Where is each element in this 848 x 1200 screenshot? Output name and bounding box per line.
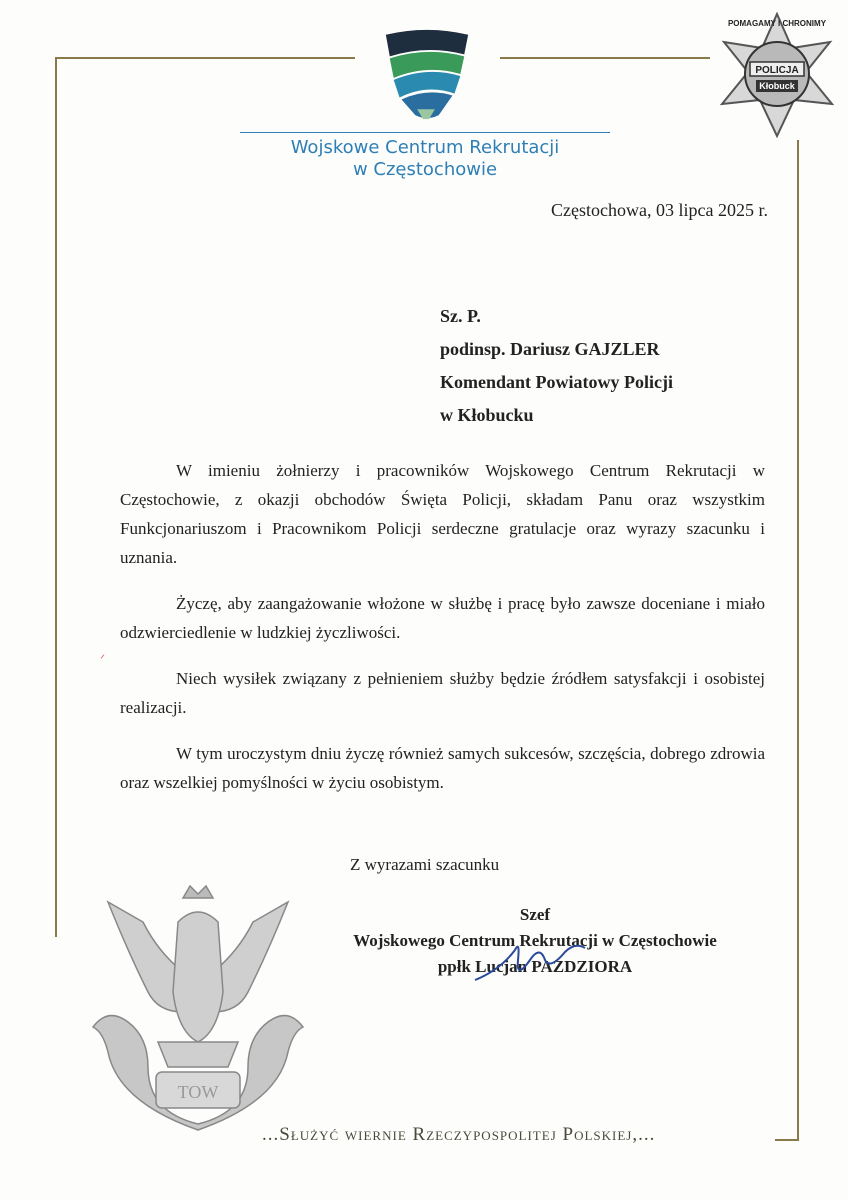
frame-bottom-right bbox=[775, 1139, 799, 1141]
recipient-name: podinsp. Dariusz GAJZLER bbox=[440, 339, 660, 359]
badge-top-text: POMAGAMY I CHRONIMY bbox=[727, 19, 827, 28]
date-line: Częstochowa, 03 lipca 2025 r. bbox=[551, 200, 768, 220]
police-star-badge-icon bbox=[712, 12, 842, 138]
frame-right bbox=[797, 140, 799, 1140]
recipient-title: Komendant Powiatowy Policji bbox=[440, 372, 673, 392]
badge-city-text: Kłobuck bbox=[759, 81, 795, 91]
wcr-shield-logo-icon bbox=[378, 24, 476, 124]
letter-body bbox=[120, 456, 765, 814]
recipient-block bbox=[440, 300, 673, 432]
signature-organization: Wojskowego Centrum Rekrutacji w Częstochowie bbox=[353, 931, 717, 950]
handwritten-signature-icon bbox=[470, 930, 590, 990]
eagle-emblem-icon bbox=[88, 862, 308, 1132]
badge-center-text: POLICJA bbox=[755, 65, 799, 76]
margin-mark: ᐟ bbox=[100, 652, 106, 666]
emblem-plate-text: TOW bbox=[177, 1082, 219, 1102]
signature-name: ppłk Lucjan PAŹDZIORA bbox=[437, 957, 633, 976]
paragraph-1: W imieniu żołnierzy i pracowników Wojskowego Centrum Rekrutacji w Częstochowie, z okazji obchodów Święta Policji, składam Panu oraz wszystkim Funkcjonariuszom i Pracownikom Policji serdeczne gratulacje oraz wyrazy szacunku i uznania. bbox=[120, 461, 765, 567]
frame-left bbox=[55, 57, 57, 937]
paragraph-2: Życzę, aby zaangażowanie włożone w służbę i pracę było zawsze doceniane i miało odzwierciedlenie w ludzkiej życzliwości. bbox=[120, 594, 765, 642]
recipient-location: w Kłobucku bbox=[440, 405, 534, 425]
organization-name bbox=[240, 132, 610, 181]
org-name-line1: Wojskowe Centrum Rekrutacji bbox=[290, 137, 560, 158]
footer-motto: ...Służyć wiernie Rzeczypospolitej Polskiej,... bbox=[262, 1124, 656, 1145]
signature-role: Szef bbox=[519, 905, 551, 924]
paragraph-4: W tym uroczystym dniu życzę również samych sukcesów, szczęścia, dobrego zdrowia oraz wszelkiej pomyślności w życiu osobistym. bbox=[120, 744, 765, 792]
recipient-salutation: Sz. P. bbox=[440, 306, 481, 326]
closing-phrase: Z wyrazami szacunku bbox=[350, 855, 500, 874]
paragraph-3: Niech wysiłek związany z pełnieniem służby będzie źródłem satysfakcji i osobistej realizacji. bbox=[120, 669, 765, 717]
frame-top-left bbox=[55, 57, 355, 59]
org-name-line2: w Częstochowie bbox=[352, 159, 498, 180]
frame-top-right bbox=[500, 57, 710, 59]
